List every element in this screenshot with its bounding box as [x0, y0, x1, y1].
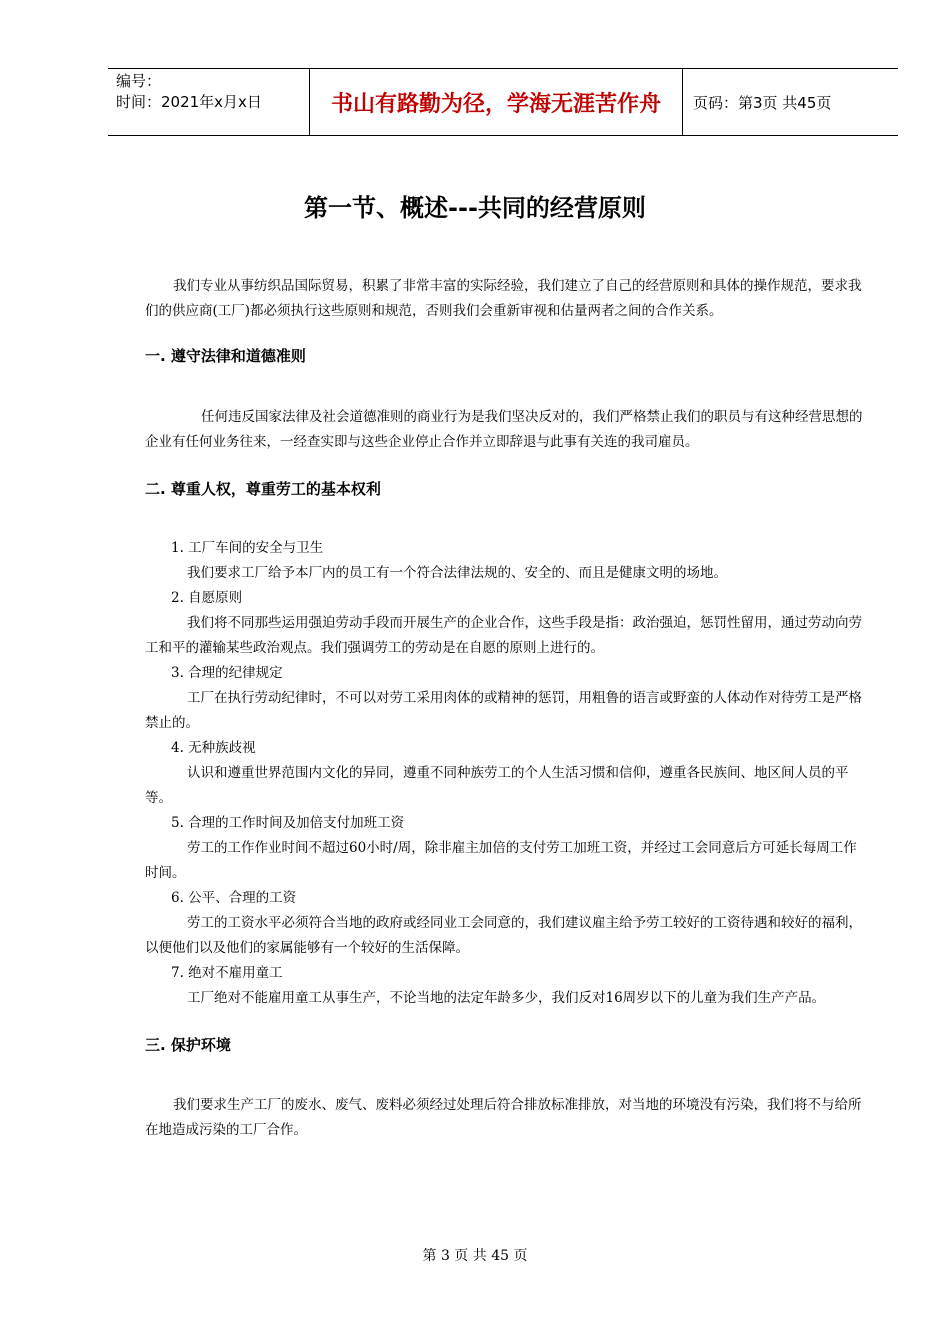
section3-heading: 三. 保护环境 [145, 1036, 231, 1054]
list-item-body: 工厂绝对不能雇用童工从事生产，不论当地的法定年龄多少，我们反对16周岁以下的儿童为我们生产产品。 [187, 990, 826, 1006]
list-item-body: 我们要求工厂给予本厂内的员工有一个符合法律法规的、安全的、而且是健康文明的场地。 [187, 565, 727, 581]
section1-body: 任何违反国家法律及社会道德准则的商业行为是我们坚决反对的，我们严格禁止我们的职员与有这种经营思想的企业有任何业务往来，一经查实即与这些企业停止合作并立即辞退与此事有关连的我司雇员。 [145, 409, 863, 450]
time-label: 时间：2021年x月x日 [116, 93, 262, 111]
page-footer: 第 3 页 共 45 页 [422, 1248, 528, 1264]
list-item-title: 6. 公平、合理的工资 [171, 890, 297, 906]
section3-body: 我们要求生产工厂的废水、废气、废料必须经过处理后符合排放标准排放，对当地的环境没有污染，我们将不与给所在地造成污染的工厂合作。 [145, 1097, 862, 1138]
section2-list [145, 536, 863, 1011]
list-item-body: 认识和遵重世界范围内文化的异同，遵重不同种族劳工的个人生活习惯和信仰，遵重各民族间、地区间人员的平等。 [145, 765, 849, 806]
header-table [108, 68, 898, 136]
list-item-body: 劳工的工资水平必须符合当地的政府或经同业工会同意的，我们建议雇主给予劳工较好的工资待遇和较好的福利，以便他们以及他们的家属能够有一个较好的生活保障。 [145, 915, 862, 956]
header-info-cell [108, 69, 310, 135]
section1-block [145, 405, 863, 455]
page-title: 第一节、概述---共同的经营原则 [304, 194, 646, 222]
motto: 书山有路勤为径，学海无涯苦作舟 [310, 69, 683, 135]
list-item-title: 1. 工厂车间的安全与卫生 [171, 540, 324, 556]
list-item-title: 3. 合理的纪律规定 [171, 665, 283, 681]
page-label: 页码：第3页 共45页 [693, 93, 832, 112]
list-item-body: 我们将不同那些运用强迫劳动手段而开展生产的企业合作，这些手段是指：政治强迫，惩罚性留用，通过劳动向劳工和平的灌输某些政治观点。我们强调劳工的劳动是在自愿的原则上进行的。 [145, 615, 862, 656]
intro-paragraph: 我们专业从事纺织品国际贸易，积累了非常丰富的实际经验，我们建立了自己的经营原则和具体的操作规范，要求我们的供应商(工厂)都必须执行这些原则和规范，否则我们会重新审视和估量两者之间的合作关系。 [145, 278, 862, 319]
list-item-title: 5. 合理的工作时间及加倍支付加班工资 [171, 815, 405, 831]
number-label: 编号： [116, 72, 162, 90]
section2-heading: 二. 尊重人权，尊重劳工的基本权利 [145, 480, 381, 498]
intro-block [145, 274, 863, 324]
list-item-body: 工厂在执行劳动纪律时，不可以对劳工采用肉体的或精神的惩罚，用粗鲁的语言或野蛮的人体动作对待劳工是严格禁止的。 [145, 690, 862, 731]
list-item-title: 4. 无种族歧视 [171, 740, 256, 756]
list-item-title: 2. 自愿原则 [171, 590, 243, 606]
list-item-body: 劳工的工作作业时间不超过60小时/周，除非雇主加倍的支付劳工加班工资，并经过工会同意后方可延长每周工作时间。 [145, 840, 857, 881]
section1-heading: 一. 遵守法律和道德准则 [145, 347, 306, 365]
section3-block [145, 1093, 863, 1143]
list-item-title: 7. 绝对不雇用童工 [171, 965, 283, 981]
